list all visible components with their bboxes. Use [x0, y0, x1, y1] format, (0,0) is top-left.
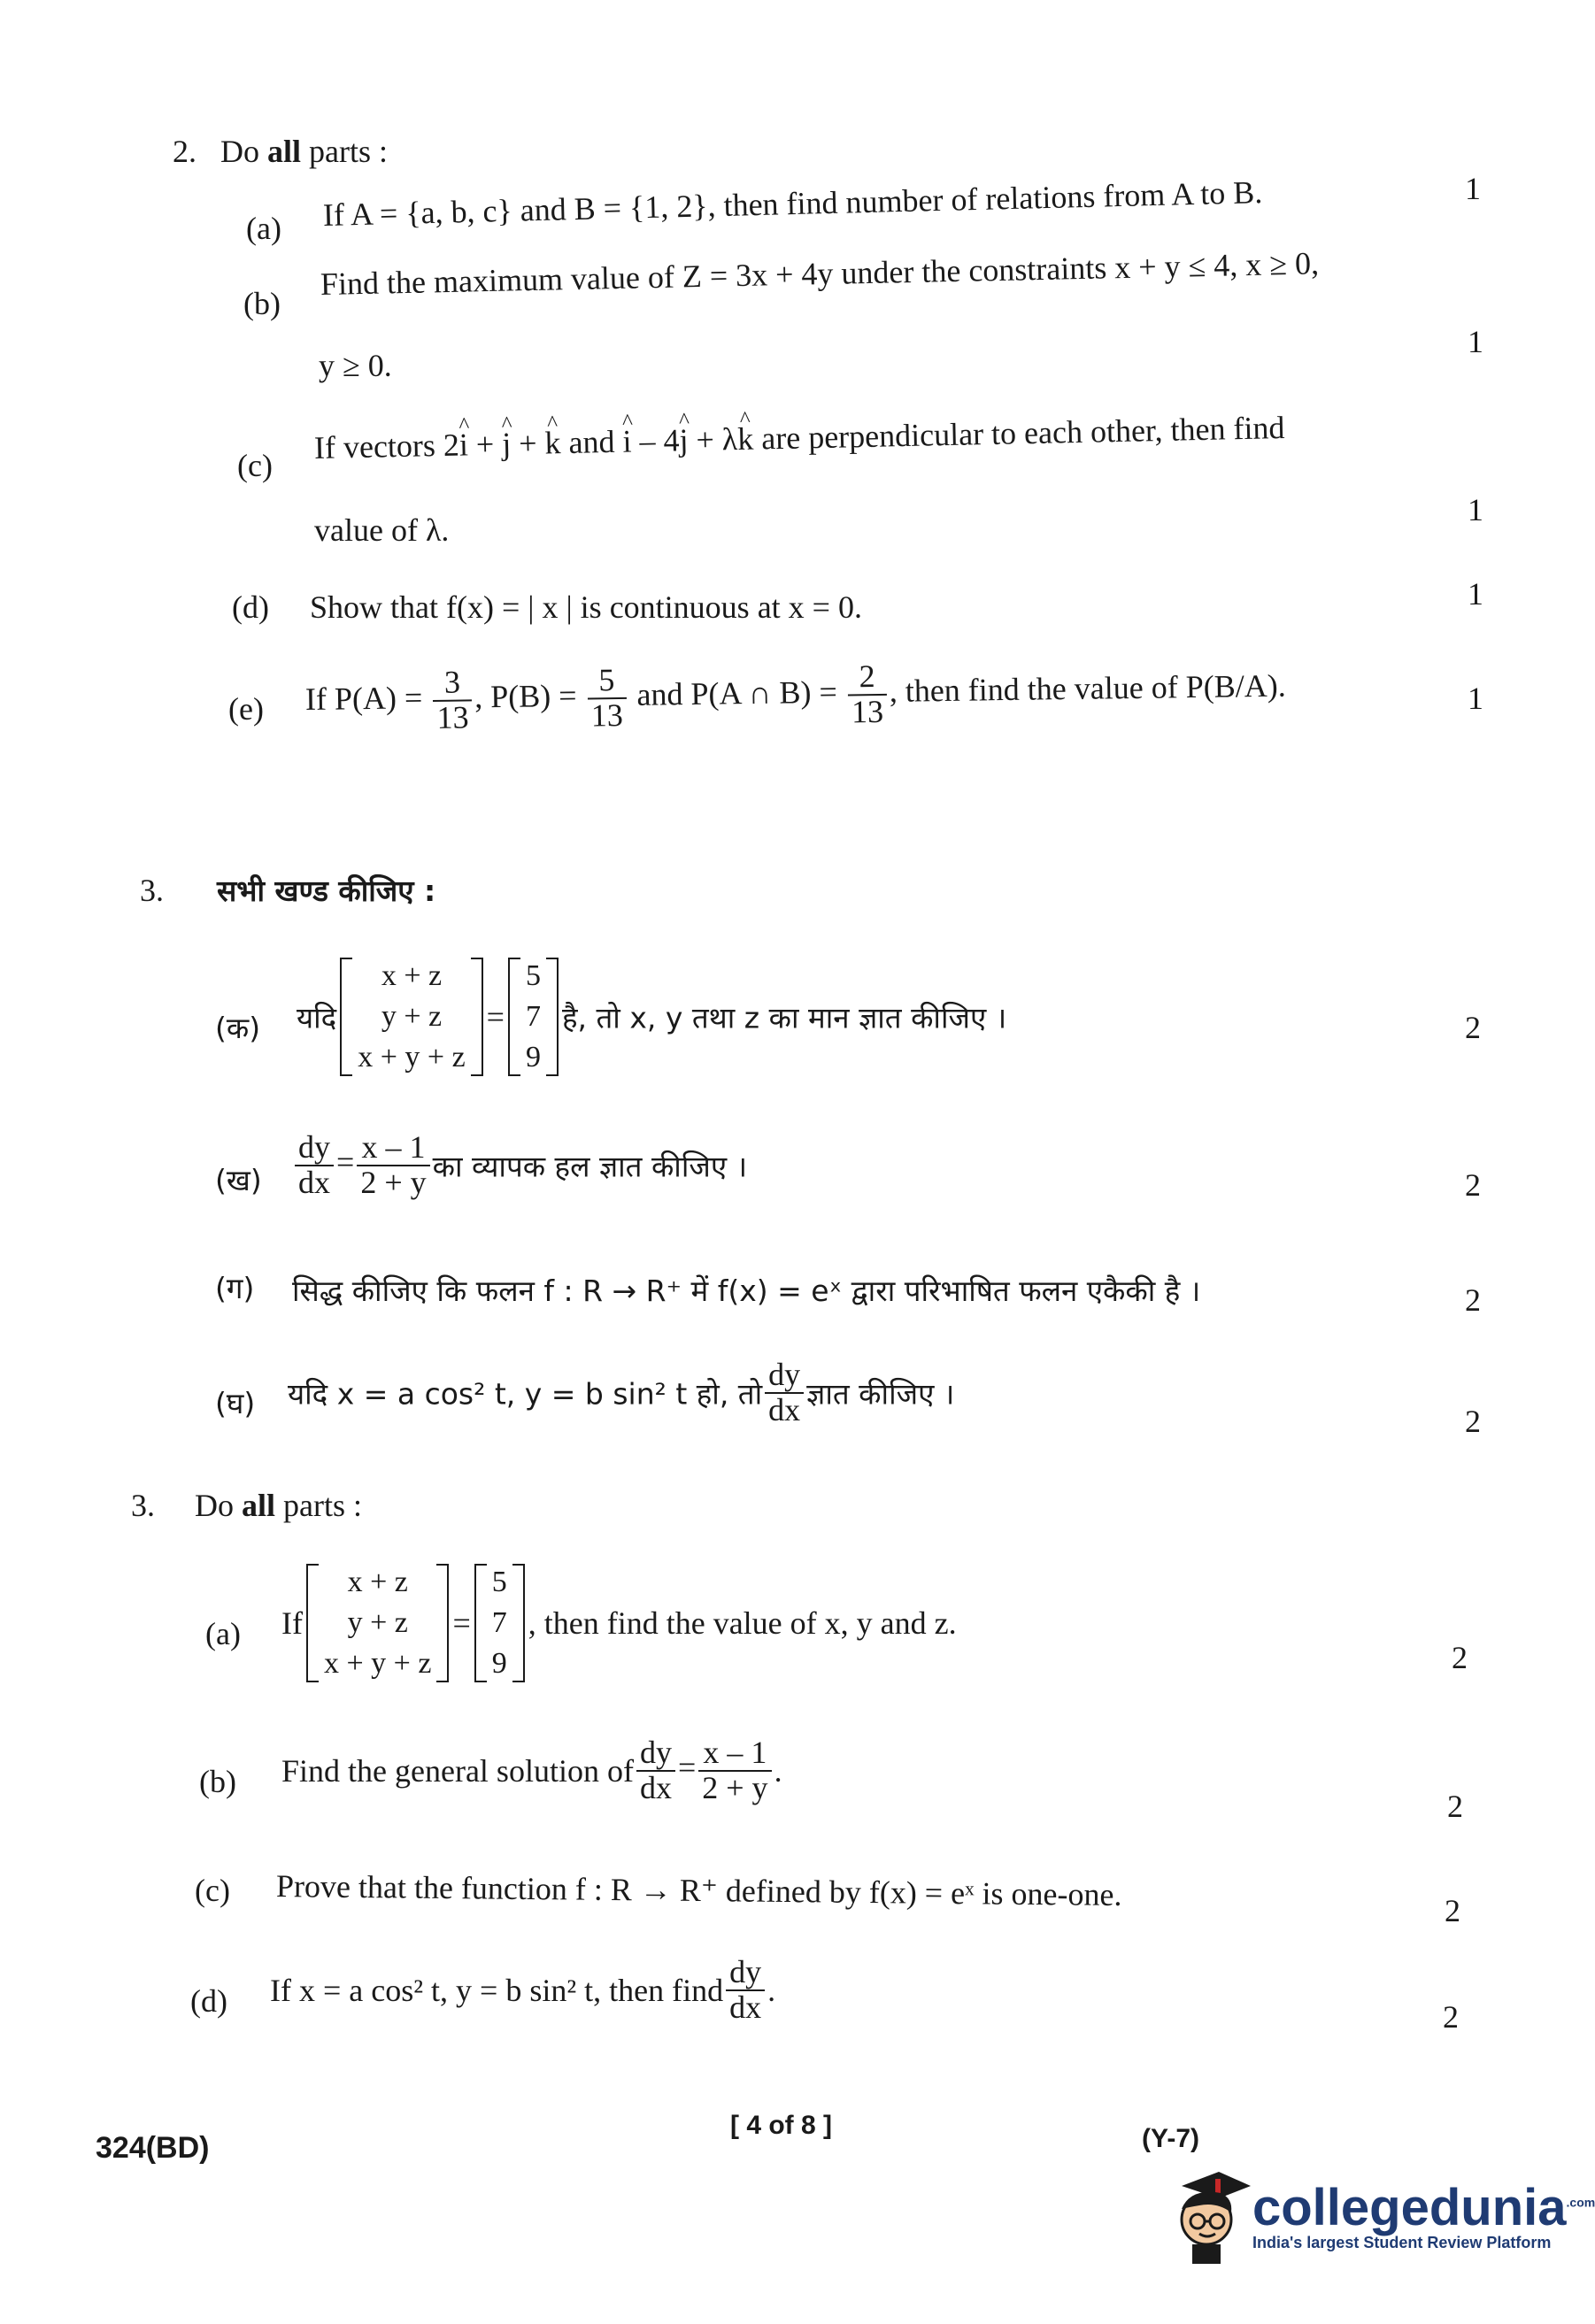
equals-sign: =	[336, 1144, 355, 1181]
q3e-a-label: (a)	[205, 1616, 241, 1651]
matrix-row: x + y + z	[323, 1646, 432, 1680]
fraction-dydx	[765, 1358, 804, 1427]
q2d-label: (d)	[232, 589, 269, 625]
q2-number: 2.	[173, 134, 196, 169]
student-mascot-icon	[1164, 2168, 1252, 2266]
k-hat: ^ k	[544, 424, 561, 461]
q3h-number: 3.	[140, 873, 164, 908]
q2b-label: (b)	[243, 286, 281, 321]
matrix-row: y + z	[347, 1605, 408, 1639]
q3e-heading-post: parts :	[275, 1488, 362, 1523]
q3h-ga-marks: 2	[1465, 1282, 1481, 1318]
q3e-heading-bold: all	[242, 1488, 276, 1523]
q3h-ka-label: (क)	[215, 1011, 261, 1045]
q3h-kha-marks: 2	[1465, 1167, 1481, 1203]
matrix-row: 5	[525, 959, 541, 992]
matrix-lhs	[306, 1562, 449, 1684]
q3h-ka-pre: यदि	[297, 1000, 337, 1035]
fraction-denominator: dx	[639, 1769, 672, 1805]
fraction-numerator: dy	[636, 1736, 675, 1772]
matrix-row: 9	[491, 1646, 507, 1680]
fraction-p-b	[587, 664, 627, 733]
i-hat: ^ i	[622, 422, 632, 459]
matrix-row: x + z	[347, 1566, 408, 1598]
matrix-row: x + y + z	[358, 1040, 466, 1074]
q2c-label: (c)	[237, 448, 273, 483]
fraction-denominator: 13	[436, 699, 469, 735]
k-hat: ^ k	[737, 420, 754, 458]
j-hat: ^ j	[502, 425, 512, 462]
fraction-p-a	[433, 666, 473, 735]
q3h-ka-post: है, तो x, y तथा z का मान ज्ञात कीजिए ।	[561, 1000, 1007, 1035]
q2a-label: (a)	[246, 211, 281, 246]
matrix-row: 9	[525, 1040, 541, 1074]
fraction-dydx	[726, 1956, 765, 2025]
fraction-denominator: 13	[590, 696, 624, 734]
q3h-gha-text	[288, 1358, 954, 1427]
q2c-and: and	[560, 423, 623, 461]
paper-code: 324(BD)	[96, 2131, 210, 2165]
fraction-denominator: 13	[851, 693, 884, 730]
q2-heading-bold: all	[267, 134, 302, 169]
q3e-b-label: (b)	[199, 1764, 236, 1799]
q3h-ga-label: (ग)	[215, 1271, 255, 1305]
series-code: (Y-7)	[1142, 2124, 1200, 2153]
fraction-dydx	[295, 1131, 334, 1200]
q2b-text-line2: y ≥ 0.	[319, 348, 392, 383]
q3h-gha-label: (घ)	[215, 1386, 256, 1420]
q3e-number: 3.	[131, 1488, 155, 1523]
fraction-dydx	[636, 1736, 675, 1805]
q2c-post: are perpendicular to each other, then find	[752, 410, 1285, 457]
q3h-kha-post: का व्यापक हल ज्ञात कीजिए ।	[432, 1149, 748, 1184]
q2c-p2: +	[510, 425, 545, 462]
q3h-kha-label: (ख)	[215, 1163, 262, 1197]
matrix-row: x + z	[381, 959, 443, 992]
q2d-text: Show that f(x) = | x | is continuous at x = 0.	[310, 589, 862, 625]
q3e-a-pre: If	[281, 1604, 303, 1641]
q2c-pre: If vectors 2	[313, 427, 460, 466]
fraction-p-ab	[847, 660, 887, 729]
q2e-m2: and P(A ∩ B) =	[628, 673, 846, 712]
equals-sign: =	[677, 1750, 697, 1786]
q3h-ga-text: सिद्ध कीजिए कि फलन f : R → R⁺ में f(x) = eˣ द्वारा परिभाषित फलन एकैकी है ।	[292, 1274, 1201, 1308]
q3e-d-text	[270, 1956, 775, 2025]
q2-heading	[173, 133, 388, 170]
fraction-denominator: 2 + y	[360, 1164, 427, 1200]
fraction-numerator: dy	[295, 1131, 334, 1166]
equals-sign: =	[452, 1604, 471, 1641]
fraction-numerator: 5	[587, 664, 627, 699]
q3e-heading-pre: Do	[195, 1488, 242, 1523]
q3h-ka-marks: 2	[1465, 1010, 1481, 1045]
q3e-a-text	[281, 1562, 957, 1684]
fraction-denominator: dx	[298, 1164, 330, 1200]
q2c-marks: 1	[1468, 492, 1483, 527]
q2b-marks: 1	[1468, 324, 1483, 359]
fraction-rhs	[698, 1736, 771, 1805]
q3e-b-marks: 2	[1447, 1789, 1463, 1824]
q3h-heading: सभी खण्ड कीजिए :	[217, 873, 436, 908]
q2c-p1: +	[467, 426, 503, 463]
q3h-gha-marks: 2	[1465, 1404, 1481, 1439]
fraction-numerator: dy	[765, 1358, 804, 1394]
q2e-marks: 1	[1468, 681, 1483, 716]
matrix-row: y + z	[381, 999, 443, 1033]
q2b-text-line1: Find the maximum value of Z = 3x + 4y under the constraints x + y ≤ 4, x ≥ 0,	[320, 245, 1320, 302]
q3e-c-label: (c)	[195, 1873, 230, 1908]
collegedunia-logo	[1164, 2168, 1595, 2266]
q3e-a-marks: 2	[1452, 1640, 1468, 1675]
equals-sign: =	[486, 998, 505, 1035]
matrix-rhs	[474, 1562, 525, 1684]
q2-heading-post: parts :	[301, 134, 388, 169]
fraction-denominator: 2 + y	[702, 1769, 768, 1805]
j-hat: ^ j	[679, 421, 689, 458]
q3e-d-marks: 2	[1443, 1999, 1459, 2035]
fraction-numerator: dy	[726, 1956, 765, 1991]
q3e-heading	[131, 1487, 362, 1524]
q3e-b-pre: Find the general solution of	[281, 1752, 634, 1789]
q2c-text-line2: value of λ.	[314, 512, 450, 548]
q3e-a-post: , then find the value of x, y and z.	[528, 1604, 957, 1641]
q2a-marks: 1	[1465, 171, 1481, 206]
q3e-b-post: .	[774, 1752, 782, 1789]
fraction-numerator: 2	[847, 660, 887, 696]
q2c-p3: – 4	[631, 422, 680, 459]
logo-suffix: .com	[1566, 2195, 1595, 2210]
fraction-rhs	[357, 1131, 429, 1200]
page-number: [ 4 of 8 ]	[730, 2111, 833, 2140]
q3h-gha-pre: यदि x = a cos² t, y = b sin² t हो, तो	[288, 1376, 763, 1412]
q3e-d-pre: If x = a cos² t, y = b sin² t, then find	[270, 1972, 724, 2008]
q2c-p4: + λ	[688, 420, 738, 458]
matrix-row: 5	[491, 1566, 507, 1598]
q3e-c-marks: 2	[1445, 1893, 1460, 1928]
fraction-numerator: x – 1	[698, 1736, 771, 1772]
q2e-text	[304, 655, 1286, 737]
matrix-rhs	[508, 956, 559, 1078]
q2e-pre: If P(A) =	[304, 680, 431, 718]
q2a-text: If A = {a, b, c} and B = {1, 2}, then find number of relations from A to B.	[322, 174, 1263, 233]
i-hat: ^ i	[458, 426, 468, 463]
matrix-lhs	[340, 956, 482, 1078]
q3e-d-post: .	[767, 1972, 776, 2008]
fraction-denominator: dx	[768, 1391, 801, 1427]
q2e-m1: , P(B) =	[474, 677, 585, 715]
q3h-ka-text	[297, 956, 1006, 1078]
q3e-b-text	[281, 1736, 782, 1805]
fraction-numerator: 3	[433, 666, 473, 701]
q3e-d-label: (d)	[190, 1983, 227, 2019]
q2c-text	[314, 409, 1285, 466]
q2d-marks: 1	[1468, 576, 1483, 612]
matrix-row: 7	[525, 999, 541, 1033]
q2e-label: (e)	[228, 691, 264, 727]
q2-heading-pre: Do	[220, 134, 267, 169]
q3h-gha-post: ज्ञात कीजिए ।	[806, 1376, 955, 1412]
fraction-numerator: x – 1	[357, 1131, 429, 1166]
q3h-kha-text	[292, 1131, 747, 1200]
logo-name: collegedunia	[1252, 2178, 1567, 2236]
logo-tagline: India's largest Student Review Platform	[1252, 2233, 1552, 2251]
q3e-c-text: Prove that the function f : R → R⁺ defined by f(x) = eˣ is one-one.	[275, 1868, 1122, 1913]
fraction-denominator: dx	[729, 1989, 762, 2025]
matrix-row: 7	[491, 1605, 507, 1639]
logo-wordmark	[1252, 2178, 1595, 2236]
q2e-post: , then find the value of P(B/A).	[889, 667, 1286, 709]
